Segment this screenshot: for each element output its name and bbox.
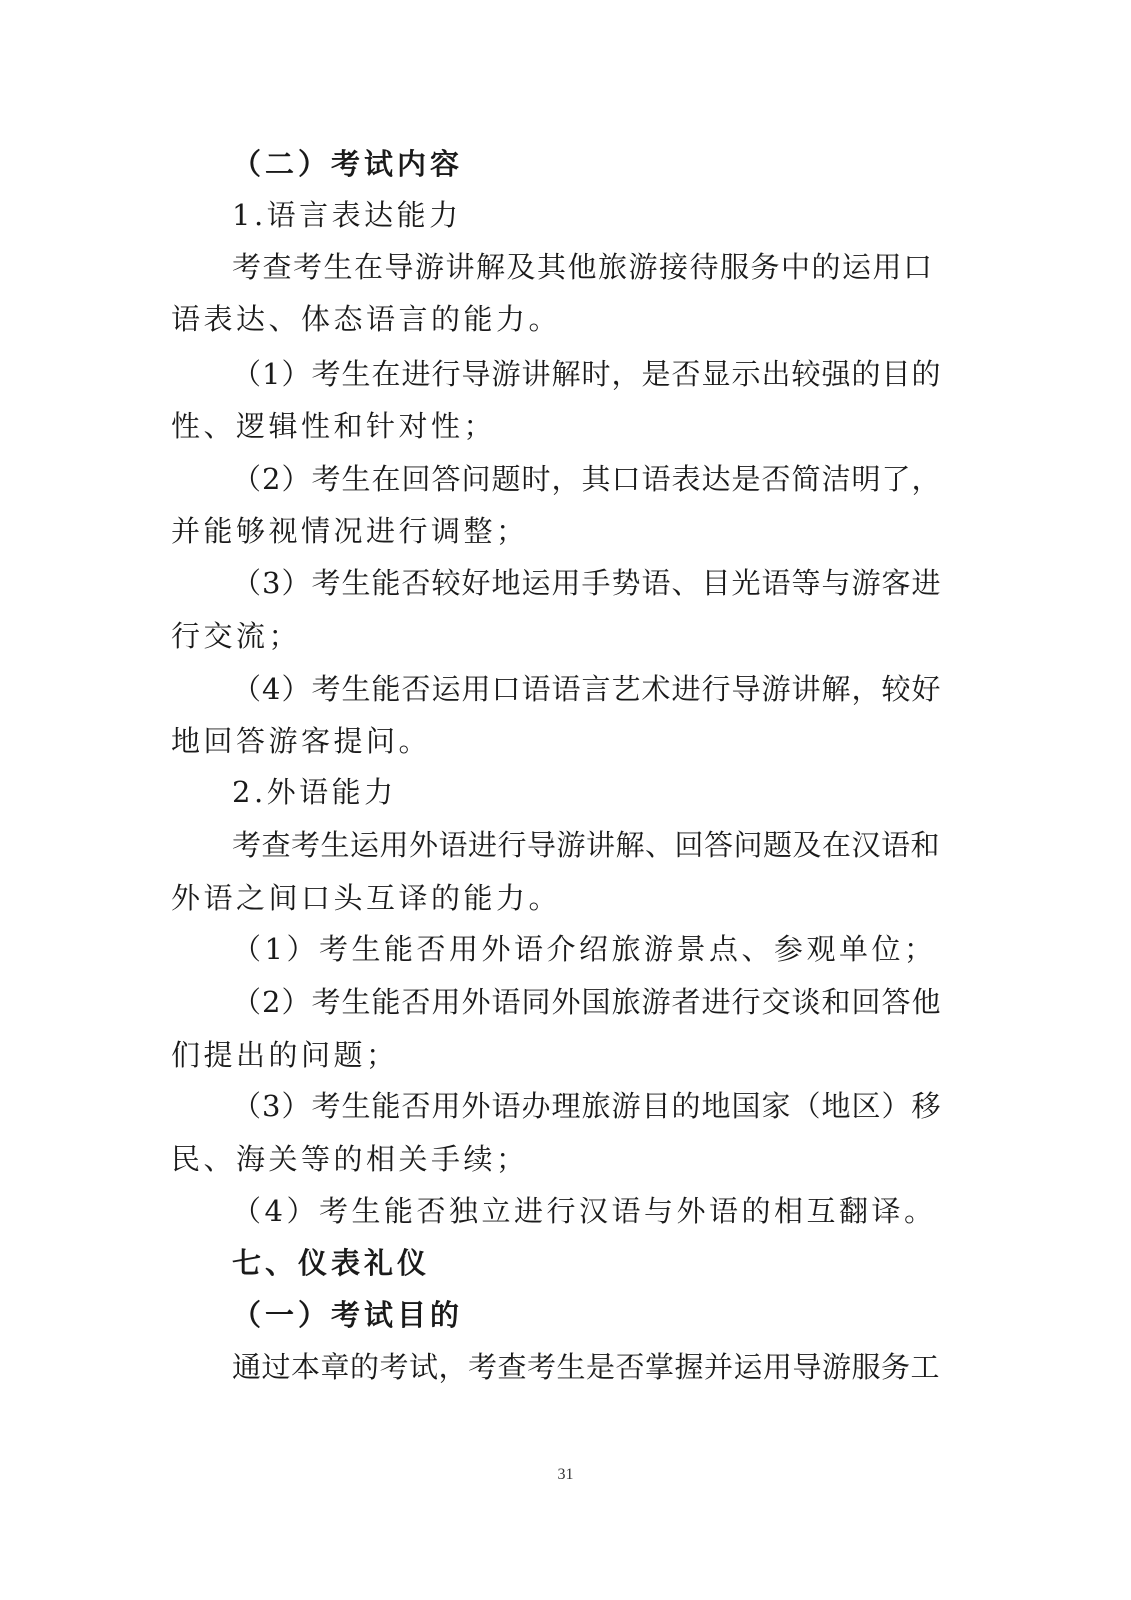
list-item-line: （1）考生能否用外语介绍旅游景点、参观单位； bbox=[232, 932, 937, 966]
paragraph-line: 考查考生运用外语进行导游讲解、回答问题及在汉语和 bbox=[232, 828, 941, 862]
list-item-line: 地回答游客提问。 bbox=[171, 724, 432, 758]
list-item-line: （3）考生能否较好地运用手势语、目光语等与游客进 bbox=[232, 566, 942, 600]
list-item-line: 们提出的问题； bbox=[171, 1038, 399, 1072]
list-item-line: 并能够视情况进行调整； bbox=[171, 514, 529, 548]
subsection-heading: （一）考试目的 bbox=[232, 1298, 464, 1332]
list-item-line: （3）考生能否用外语办理旅游目的地国家（地区）移 bbox=[232, 1089, 942, 1123]
list-item-line: 民、海关等的相关手续； bbox=[171, 1142, 529, 1176]
section-heading: 七、仪表礼仪 bbox=[232, 1246, 431, 1280]
paragraph-line: 语表达、体态语言的能力。 bbox=[171, 302, 562, 336]
list-item-line: 性、逻辑性和针对性； bbox=[171, 409, 497, 443]
subsection-heading: （二）考试内容 bbox=[232, 147, 464, 181]
list-item-line: （4）考生能否运用口语语言艺术进行导游讲解，较好 bbox=[232, 672, 942, 706]
item-heading: 1.语言表达能力 bbox=[232, 198, 462, 232]
list-item-line: （2）考生在回答问题时，其口语表达是否简洁明了， bbox=[232, 462, 942, 496]
list-item-line: （2）考生能否用外语同外国旅游者进行交谈和回答他 bbox=[232, 985, 942, 1019]
list-item-line: （1）考生在进行导游讲解时，是否显示出较强的目的 bbox=[232, 357, 942, 391]
list-item-line: （4）考生能否独立进行汉语与外语的相互翻译。 bbox=[232, 1194, 937, 1228]
list-item-line: 行交流； bbox=[171, 619, 302, 653]
item-heading: 2.外语能力 bbox=[232, 775, 397, 809]
page-number: 31 bbox=[557, 1466, 574, 1483]
paragraph-line: 考查考生在导游讲解及其他旅游接待服务中的运用口 bbox=[232, 250, 934, 284]
paragraph-line: 通过本章的考试，考查考生是否掌握并运用导游服务工 bbox=[232, 1350, 941, 1384]
paragraph-line: 外语之间口头互译的能力。 bbox=[171, 881, 562, 915]
